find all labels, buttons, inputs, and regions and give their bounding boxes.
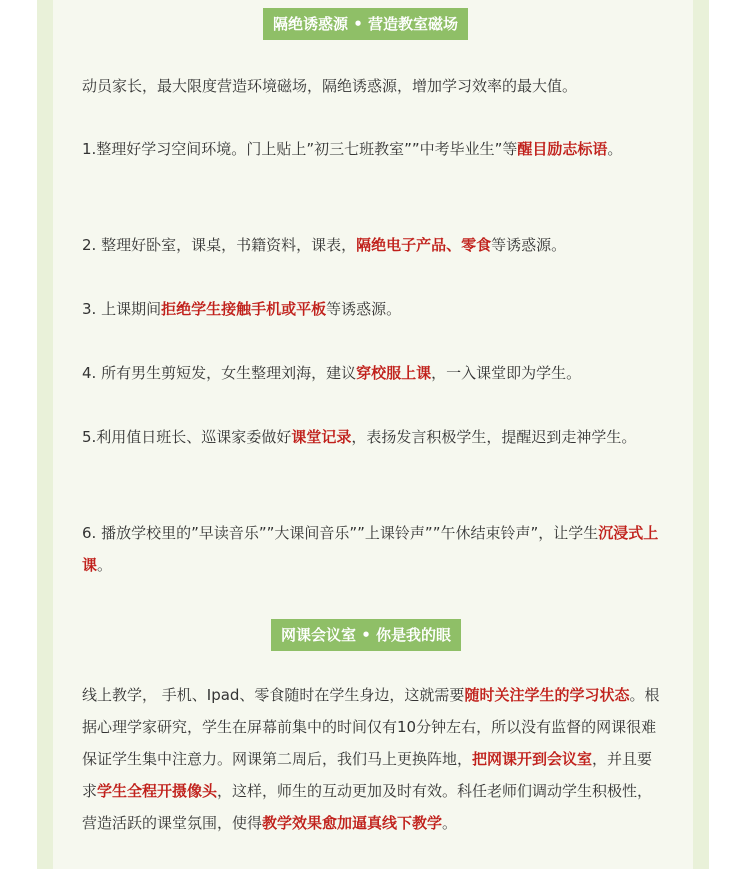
list-item-1 xyxy=(82,133,666,165)
list-item-6 xyxy=(82,517,666,581)
body-highlight: 学生全程开摄像头 xyxy=(97,782,218,800)
item-highlight: 穿校服上课 xyxy=(356,364,432,382)
item-text: 2. 整理好卧室，课桌，书籍资料，课表， xyxy=(82,236,357,254)
body-highlight: 随时关注学生的学习状态 xyxy=(464,686,630,704)
list-item-3 xyxy=(82,293,666,325)
section-title-isolation: 隔绝诱惑源 • 营造教室磁场 xyxy=(263,8,468,40)
item-text-end: ，表扬发言积极学生，提醒迟到走神学生。 xyxy=(351,428,637,446)
item-text: 5.利用值日班长、巡课家委做好 xyxy=(82,428,292,446)
item-highlight: 隔绝电子产品、零食 xyxy=(356,236,492,254)
item-text-end: ，一入课堂即为学生。 xyxy=(431,364,582,382)
item-highlight: 醒目励志标语 xyxy=(517,140,608,158)
item-text-end: 。 xyxy=(97,556,113,574)
list-item-4 xyxy=(82,357,666,389)
section-title-online-meeting: 网课会议室 • 你是我的眼 xyxy=(271,619,461,651)
item-text: 4. 所有男生剪短发，女生整理刘海，建议 xyxy=(82,364,357,382)
item-text-end: 。 xyxy=(607,140,623,158)
body-highlight: 把网课开到会议室 xyxy=(472,750,593,768)
item-highlight: 课堂记录 xyxy=(291,428,352,446)
body-text: ，这样，师生的互动更加及时有效。科任老师们调动学生积极性，营造活跃的课堂氛围，使得 xyxy=(82,782,653,832)
item-highlight: 沉浸式上课 xyxy=(82,524,659,574)
body-highlight: 教学效果愈加逼真线下教学 xyxy=(262,814,443,832)
list-item-2 xyxy=(82,229,666,261)
item-text: 3. 上课期间 xyxy=(82,300,162,318)
item-text-end: 等诱惑源。 xyxy=(326,300,402,318)
item-highlight: 拒绝学生接触手机或平板 xyxy=(161,300,327,318)
item-text: 1.整理好学习空间环境。门上贴上”初三七班教室””中考毕业生”等 xyxy=(82,140,518,158)
online-class-paragraph xyxy=(82,679,666,839)
list-item-5 xyxy=(82,421,666,453)
body-text: 。根据心理学家研究，学生在屏幕前集中的时间仅有10分钟左右，所以没有监督的网课很难保证学生集中注意力。网课第二周后，我们马上更换阵地， xyxy=(82,686,660,768)
item-text-end: 等诱惑源。 xyxy=(491,236,567,254)
body-text: 线上教学， 手机、Ipad、零食随时在学生身边，这就需要 xyxy=(82,686,465,704)
body-text: 。 xyxy=(442,814,458,832)
item-text: 6. 播放学校里的”早读音乐””大课间音乐””上课铃声””午休结束铃声”，让学生 xyxy=(82,524,599,542)
body-text: ，并且要求 xyxy=(82,750,653,800)
intro-paragraph: 动员家长，最大限度营造环境磁场，隔绝诱惑源，增加学习效率的最大值。 xyxy=(82,77,578,95)
